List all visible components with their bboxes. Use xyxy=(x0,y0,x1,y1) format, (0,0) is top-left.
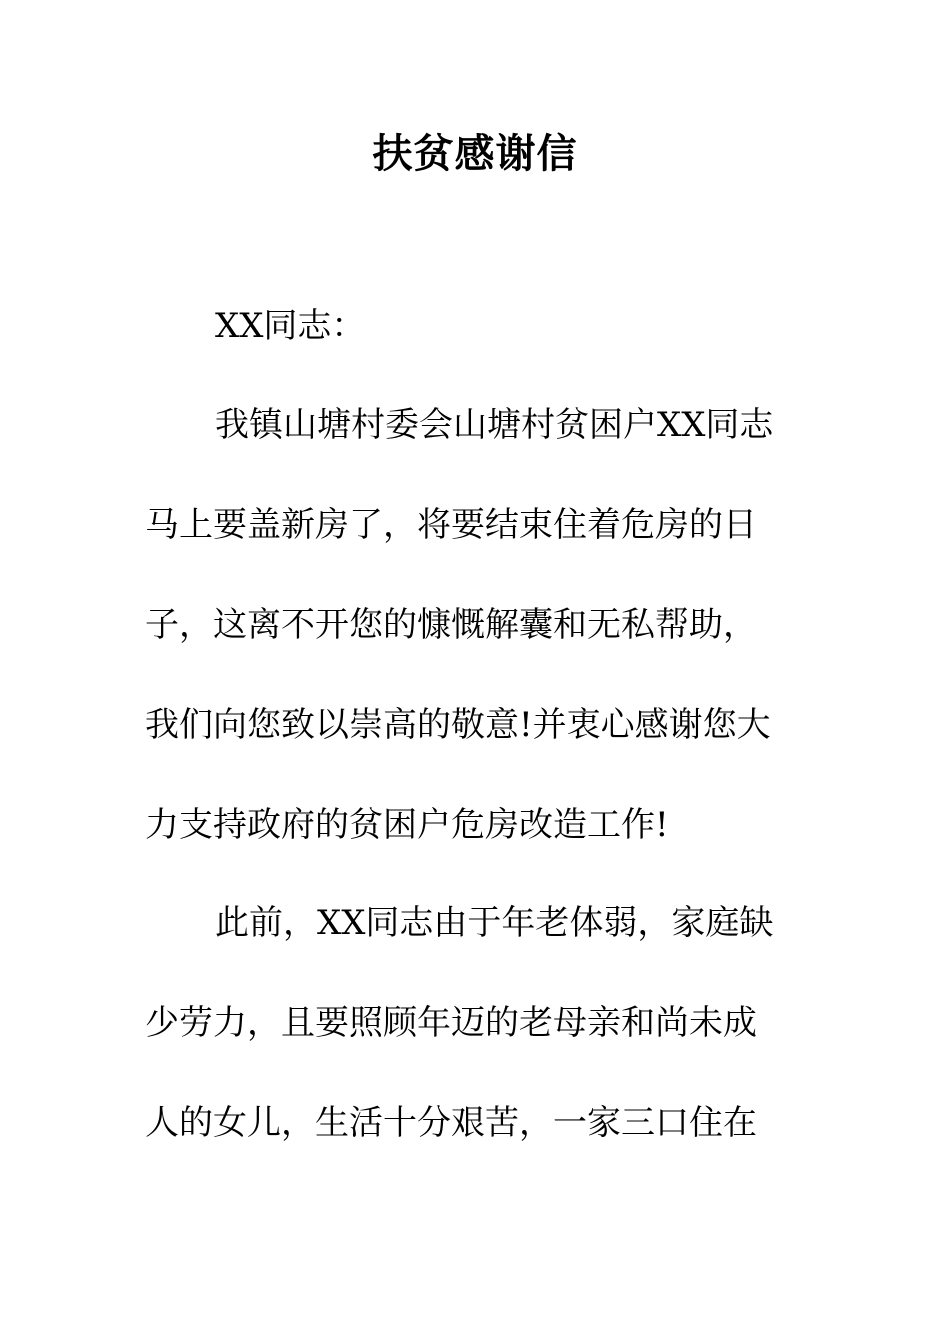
body-line-8: 人的女儿，生活十分艰苦，一家三口住在 xyxy=(145,1103,757,1143)
body-line-5: 力支持政府的贫困户危房改造工作! xyxy=(145,805,669,845)
salutation: XX同志： xyxy=(215,306,366,346)
body-line-7: 少劳力，且要照顾年迈的老母亲和尚未成 xyxy=(145,1003,757,1043)
letter-title: 扶贫感谢信 xyxy=(372,131,578,177)
body-line-3: 子，这离不开您的慷慨解囊和无私帮助， xyxy=(145,605,757,645)
body-line-2: 马上要盖新房了，将要结束住着危房的日 xyxy=(145,505,757,545)
body-line-4: 我们向您致以崇高的敬意!并衷心感谢您大 xyxy=(145,705,771,745)
body-line-1: 我镇山塘村委会山塘村贫困户XX同志 xyxy=(215,405,774,445)
body-line-6: 此前，XX同志由于年老体弱，家庭缺 xyxy=(215,903,774,943)
